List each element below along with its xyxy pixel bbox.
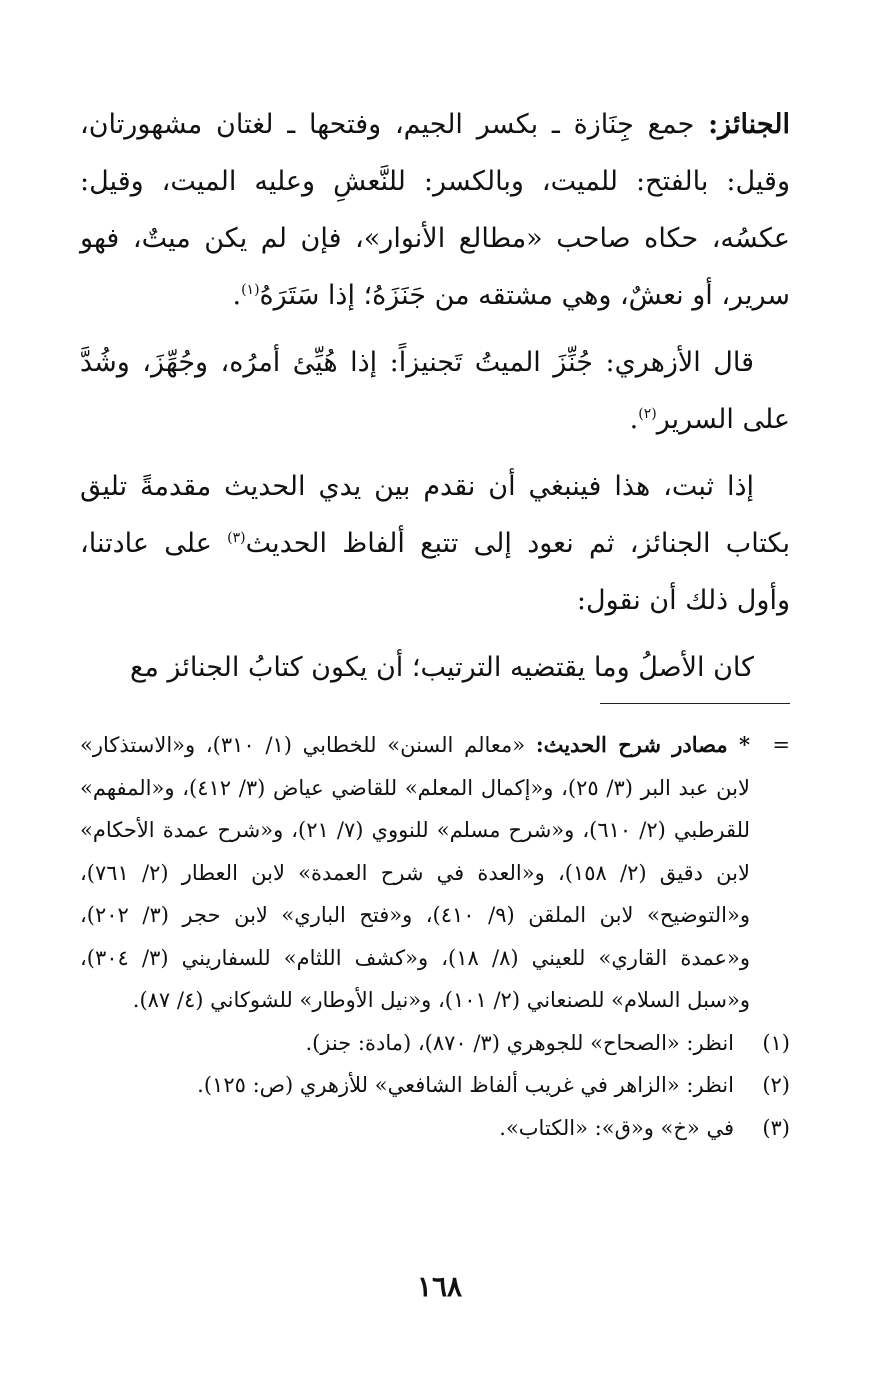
footnotes [80, 724, 790, 1149]
paragraph-4 [80, 639, 790, 696]
paragraph-3-text: إذا ثبت، هذا فينبغي أن نقدم بين يدي الحديث مقدمةً تليق بكتاب الجنائز، ثم نعود إلى تتبع ألفاظ الحديث [80, 471, 790, 559]
sources-text: «معالم السنن» للخطابي (١/ ٣١٠)، و«الاستذكار» لابن عبد البر (٣/ ٢٥)، و«إكمال المعلم» للقاضي عياض (٣/ ٤١٢)، و«المفهم» للقرطبي (٢/ ٦١٠)، و«شرح مسلم» للنووي (٧/ ٢١)، و«شرح عمدة الأحكام» لابن دقيق (٢/ ١٥٨)، و«العدة في شرح العمدة» لابن العطار (٢/ ٧٦١)، و«التوضيح» لابن الملقن (٩/ ٤١٠)، و«فتح الباري» لابن حجر (٣/ ٢٠٢)، و«عمدة القاري» للعيني (٨/ ١٨)، و«كشف اللثام» للسفاريني (٣/ ٣٠٤)، و«سبل السلام» للصنعاني (٢/ ١٠١)، و«نيل الأوطار» للشوكاني (٤/ ٨٧). [80, 733, 750, 1012]
sources-label: * مصادر شرح الحديث: [535, 732, 750, 757]
paragraph-2 [80, 334, 790, 448]
footnote-number: (٣) [762, 1115, 790, 1140]
footnote-number: (٢) [762, 1073, 790, 1097]
paragraph-3-end: على عادتنا، وأول ذلك أن نقول: [80, 528, 790, 616]
paragraph-1-end: . [232, 280, 242, 311]
footnote-text: انظر: «الزاهر في غريب ألفاظ الشافعي» للأزهري (ص: ١٢٥). [197, 1073, 734, 1097]
footnote-ref-2[interactable]: (٢) [638, 406, 657, 422]
footnote-separator [600, 703, 790, 704]
paragraph-3 [80, 458, 790, 629]
main-text [80, 96, 790, 706]
footnote-2 [80, 1064, 790, 1107]
paragraph-2-text: قال الأزهري: جُنِّزَ الميتُ تَجنيزاً: إذا هُيِّئ أمرُه، وجُهِّزَ، وشُدَّ على السرير [80, 347, 790, 435]
page-number: ١٦٨ [416, 1270, 463, 1303]
footnote-ref-3[interactable]: (٣) [227, 530, 246, 546]
entry-term: الجنائز: [708, 109, 790, 140]
paragraph-1-text: جمع جِنَازة ـ بكسر الجيم، وفتحها ـ لغتان مشهورتان، وقيل: بالفتح: للميت، وبالكسر: للنَّعشِ وعليه الميت، وقيل: عكسُه، حكاه صاحب «مطالع الأنوار»، فإن لم يكن ميتٌ، فهو سرير، أو نعشٌ، وهي مشتقه من جَنَزَهُ؛ إذا سَتَرَهُ [80, 109, 790, 311]
footnote-text: انظر: «الصحاح» للجوهري (٣/ ٨٧٠)، (مادة: جنز). [305, 1030, 734, 1055]
footnote-3 [80, 1107, 790, 1150]
footnote-text: في «خ» و«ق»: «الكتاب». [499, 1115, 734, 1140]
footnote-ref-1[interactable]: (١) [241, 282, 260, 298]
paragraph-4-text: كان الأصلُ وما يقتضيه الترتيب؛ أن يكون كتابُ الجنائز مع [130, 652, 754, 683]
footnote-continuation [80, 724, 790, 1022]
paragraph-1 [80, 96, 790, 324]
paragraph-2-end: . [629, 404, 639, 435]
footnote-number: (١) [762, 1030, 790, 1055]
continuation-marker: = [772, 733, 790, 757]
footnote-1 [80, 1022, 790, 1065]
